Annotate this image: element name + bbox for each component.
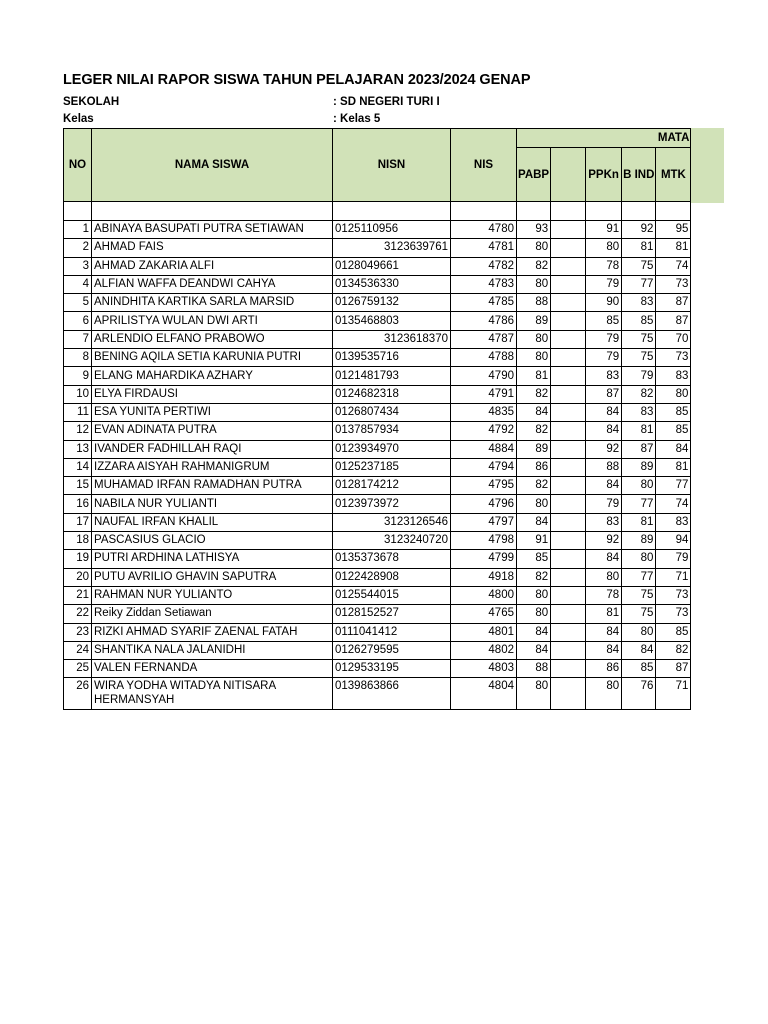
cell-nisn: 3123639761 bbox=[333, 239, 451, 257]
cell-bind: 80 bbox=[622, 550, 656, 568]
cell-mtk: 85 bbox=[656, 623, 691, 641]
cell-ppkn: 92 bbox=[586, 440, 622, 458]
school-value: : SD NEGERI TURI I bbox=[333, 96, 440, 108]
cell-mtk: 87 bbox=[656, 294, 691, 312]
cell-mtk: 82 bbox=[656, 641, 691, 659]
cell-nisn: 0128174212 bbox=[333, 477, 451, 495]
cell-no: 22 bbox=[64, 605, 92, 623]
column-header-name: NAMA SISWA bbox=[92, 129, 333, 202]
cell-no: 7 bbox=[64, 330, 92, 348]
cell-name: AHMAD FAIS bbox=[92, 239, 333, 257]
cell-nisn: 0122428908 bbox=[333, 568, 451, 586]
cell-blank bbox=[551, 477, 586, 495]
header-extension bbox=[690, 128, 724, 203]
cell-bind: 75 bbox=[622, 605, 656, 623]
cell-no: 16 bbox=[64, 495, 92, 513]
cell-nis: 4800 bbox=[451, 586, 517, 604]
cell-blank bbox=[551, 422, 586, 440]
table-row bbox=[64, 550, 691, 568]
cell-nisn: 0135468803 bbox=[333, 312, 451, 330]
cell-nisn: 0124682318 bbox=[333, 385, 451, 403]
cell-no: 25 bbox=[64, 660, 92, 678]
cell-blank bbox=[551, 294, 586, 312]
page-title: LEGER NILAI RAPOR SISWA TAHUN PELAJARAN 2023/2024 GENAP bbox=[63, 72, 531, 88]
cell-nis: 4781 bbox=[451, 239, 517, 257]
table-row bbox=[64, 239, 691, 257]
cell-nisn: 0129533195 bbox=[333, 660, 451, 678]
cell-ppkn: 78 bbox=[586, 257, 622, 275]
cell-name: VALEN FERNANDA bbox=[92, 660, 333, 678]
cell-ppkn: 86 bbox=[586, 660, 622, 678]
cell-name: PASCASIUS GLACIO bbox=[92, 532, 333, 550]
table-row bbox=[64, 221, 691, 239]
cell-bind: 76 bbox=[622, 678, 656, 710]
column-header-mtk: MTK bbox=[656, 148, 691, 202]
cell-name: ABINAYA BASUPATI PUTRA SETIAWAN bbox=[92, 221, 333, 239]
cell-name: SHANTIKA NALA JALANIDHI bbox=[92, 641, 333, 659]
cell-blank bbox=[551, 586, 586, 604]
cell-ppkn: 78 bbox=[586, 586, 622, 604]
cell-nisn: 0123973972 bbox=[333, 495, 451, 513]
header-spacer bbox=[622, 202, 656, 221]
cell-no: 1 bbox=[64, 221, 92, 239]
cell-pabp: 82 bbox=[517, 477, 551, 495]
cell-bind: 87 bbox=[622, 440, 656, 458]
cell-no: 14 bbox=[64, 458, 92, 476]
cell-no: 4 bbox=[64, 275, 92, 293]
subject-group-header: MATA bbox=[517, 129, 691, 148]
cell-nis: 4918 bbox=[451, 568, 517, 586]
cell-bind: 77 bbox=[622, 275, 656, 293]
cell-mtk: 74 bbox=[656, 257, 691, 275]
cell-blank bbox=[551, 257, 586, 275]
cell-pabp: 80 bbox=[517, 275, 551, 293]
table-row bbox=[64, 623, 691, 641]
cell-name: PUTRI ARDHINA LATHISYA bbox=[92, 550, 333, 568]
cell-pabp: 89 bbox=[517, 312, 551, 330]
cell-mtk: 77 bbox=[656, 477, 691, 495]
header-spacer bbox=[64, 202, 92, 221]
table-row bbox=[64, 349, 691, 367]
cell-pabp: 80 bbox=[517, 495, 551, 513]
cell-blank bbox=[551, 367, 586, 385]
cell-nis: 4802 bbox=[451, 641, 517, 659]
cell-pabp: 88 bbox=[517, 660, 551, 678]
cell-nis: 4791 bbox=[451, 385, 517, 403]
cell-pabp: 80 bbox=[517, 239, 551, 257]
cell-name: NABILA NUR YULIANTI bbox=[92, 495, 333, 513]
cell-bind: 80 bbox=[622, 477, 656, 495]
cell-nisn: 0126759132 bbox=[333, 294, 451, 312]
table-row bbox=[64, 440, 691, 458]
cell-nis: 4804 bbox=[451, 678, 517, 710]
cell-mtk: 85 bbox=[656, 422, 691, 440]
cell-nisn: 3123240720 bbox=[333, 532, 451, 550]
cell-ppkn: 91 bbox=[586, 221, 622, 239]
cell-name: RIZKI AHMAD SYARIF ZAENAL FATAH bbox=[92, 623, 333, 641]
cell-name: RAHMAN NUR YULIANTO bbox=[92, 586, 333, 604]
cell-no: 5 bbox=[64, 294, 92, 312]
cell-ppkn: 90 bbox=[586, 294, 622, 312]
cell-blank bbox=[551, 550, 586, 568]
cell-no: 6 bbox=[64, 312, 92, 330]
table-row bbox=[64, 641, 691, 659]
cell-pabp: 84 bbox=[517, 513, 551, 531]
cell-nisn: 0126807434 bbox=[333, 403, 451, 421]
cell-blank bbox=[551, 605, 586, 623]
cell-no: 11 bbox=[64, 403, 92, 421]
cell-ppkn: 83 bbox=[586, 513, 622, 531]
cell-blank bbox=[551, 440, 586, 458]
cell-bind: 81 bbox=[622, 422, 656, 440]
cell-bind: 75 bbox=[622, 349, 656, 367]
cell-name: NAUFAL IRFAN KHALIL bbox=[92, 513, 333, 531]
cell-mtk: 79 bbox=[656, 550, 691, 568]
cell-mtk: 74 bbox=[656, 495, 691, 513]
cell-name: AHMAD ZAKARIA ALFI bbox=[92, 257, 333, 275]
cell-mtk: 80 bbox=[656, 385, 691, 403]
cell-name: APRILISTYA WULAN DWI ARTI bbox=[92, 312, 333, 330]
cell-nis: 4785 bbox=[451, 294, 517, 312]
cell-ppkn: 84 bbox=[586, 641, 622, 659]
table-row bbox=[64, 403, 691, 421]
cell-pabp: 88 bbox=[517, 294, 551, 312]
cell-nis: 4798 bbox=[451, 532, 517, 550]
cell-bind: 75 bbox=[622, 586, 656, 604]
cell-ppkn: 80 bbox=[586, 568, 622, 586]
cell-mtk: 71 bbox=[656, 568, 691, 586]
cell-no: 24 bbox=[64, 641, 92, 659]
cell-nisn: 0111041412 bbox=[333, 623, 451, 641]
cell-mtk: 87 bbox=[656, 312, 691, 330]
cell-pabp: 86 bbox=[517, 458, 551, 476]
cell-nisn: 0139863866 bbox=[333, 678, 451, 710]
cell-ppkn: 81 bbox=[586, 605, 622, 623]
cell-ppkn: 79 bbox=[586, 495, 622, 513]
cell-nis: 4765 bbox=[451, 605, 517, 623]
cell-mtk: 73 bbox=[656, 275, 691, 293]
school-label: SEKOLAH bbox=[63, 96, 120, 108]
cell-name: ANINDHITA KARTIKA SARLA MARSID bbox=[92, 294, 333, 312]
grades-table bbox=[63, 128, 691, 710]
table-row bbox=[64, 660, 691, 678]
cell-nisn: 0134536330 bbox=[333, 275, 451, 293]
cell-bind: 85 bbox=[622, 660, 656, 678]
cell-name: ESA YUNITA PERTIWI bbox=[92, 403, 333, 421]
cell-bind: 75 bbox=[622, 257, 656, 275]
cell-nisn: 0135373678 bbox=[333, 550, 451, 568]
cell-bind: 81 bbox=[622, 239, 656, 257]
cell-bind: 75 bbox=[622, 330, 656, 348]
cell-name: BENING AQILA SETIA KARUNIA PUTRI bbox=[92, 349, 333, 367]
cell-no: 13 bbox=[64, 440, 92, 458]
cell-no: 3 bbox=[64, 257, 92, 275]
cell-ppkn: 84 bbox=[586, 422, 622, 440]
cell-mtk: 94 bbox=[656, 532, 691, 550]
cell-no: 19 bbox=[64, 550, 92, 568]
cell-bind: 89 bbox=[622, 458, 656, 476]
cell-blank bbox=[551, 330, 586, 348]
cell-ppkn: 88 bbox=[586, 458, 622, 476]
cell-mtk: 83 bbox=[656, 367, 691, 385]
cell-nis: 4790 bbox=[451, 367, 517, 385]
table-row bbox=[64, 678, 691, 710]
cell-bind: 77 bbox=[622, 568, 656, 586]
cell-blank bbox=[551, 458, 586, 476]
cell-pabp: 84 bbox=[517, 403, 551, 421]
cell-nis: 4884 bbox=[451, 440, 517, 458]
table-row bbox=[64, 586, 691, 604]
cell-no: 20 bbox=[64, 568, 92, 586]
cell-blank bbox=[551, 385, 586, 403]
table-row bbox=[64, 422, 691, 440]
cell-ppkn: 84 bbox=[586, 403, 622, 421]
cell-pabp: 80 bbox=[517, 678, 551, 710]
cell-pabp: 82 bbox=[517, 422, 551, 440]
header-spacer bbox=[451, 202, 517, 221]
cell-name: ELANG MAHARDIKA AZHARY bbox=[92, 367, 333, 385]
header-spacer bbox=[551, 202, 586, 221]
cell-blank bbox=[551, 312, 586, 330]
table-row bbox=[64, 367, 691, 385]
cell-bind: 92 bbox=[622, 221, 656, 239]
column-header-ppkn: PPKn bbox=[586, 148, 622, 202]
cell-no: 8 bbox=[64, 349, 92, 367]
cell-blank bbox=[551, 568, 586, 586]
cell-mtk: 95 bbox=[656, 221, 691, 239]
cell-pabp: 82 bbox=[517, 257, 551, 275]
cell-name: IZZARA AISYAH RAHMANIGRUM bbox=[92, 458, 333, 476]
cell-pabp: 84 bbox=[517, 641, 551, 659]
cell-nis: 4835 bbox=[451, 403, 517, 421]
cell-nisn: 3123618370 bbox=[333, 330, 451, 348]
table-row bbox=[64, 257, 691, 275]
column-header-nisn: NISN bbox=[333, 129, 451, 202]
column-header-no: NO bbox=[64, 129, 92, 202]
cell-no: 15 bbox=[64, 477, 92, 495]
cell-bind: 83 bbox=[622, 403, 656, 421]
cell-ppkn: 92 bbox=[586, 532, 622, 550]
cell-blank bbox=[551, 660, 586, 678]
cell-name: PUTU AVRILIO GHAVIN SAPUTRA bbox=[92, 568, 333, 586]
column-header-bind: B IND bbox=[622, 148, 656, 202]
cell-nis: 4787 bbox=[451, 330, 517, 348]
table-row bbox=[64, 294, 691, 312]
cell-ppkn: 84 bbox=[586, 477, 622, 495]
cell-mtk: 73 bbox=[656, 605, 691, 623]
cell-pabp: 81 bbox=[517, 367, 551, 385]
cell-ppkn: 87 bbox=[586, 385, 622, 403]
table-row bbox=[64, 513, 691, 531]
table-row bbox=[64, 568, 691, 586]
cell-ppkn: 79 bbox=[586, 330, 622, 348]
cell-mtk: 84 bbox=[656, 440, 691, 458]
cell-mtk: 81 bbox=[656, 458, 691, 476]
cell-blank bbox=[551, 403, 586, 421]
header-spacer bbox=[656, 202, 691, 221]
cell-blank bbox=[551, 275, 586, 293]
cell-pabp: 80 bbox=[517, 330, 551, 348]
cell-nisn: 0137857934 bbox=[333, 422, 451, 440]
cell-blank bbox=[551, 532, 586, 550]
cell-mtk: 81 bbox=[656, 239, 691, 257]
cell-bind: 84 bbox=[622, 641, 656, 659]
cell-ppkn: 84 bbox=[586, 550, 622, 568]
cell-no: 10 bbox=[64, 385, 92, 403]
cell-nis: 4794 bbox=[451, 458, 517, 476]
cell-no: 21 bbox=[64, 586, 92, 604]
cell-pabp: 89 bbox=[517, 440, 551, 458]
cell-nisn: 0128152527 bbox=[333, 605, 451, 623]
column-header-nis: NIS bbox=[451, 129, 517, 202]
cell-ppkn: 83 bbox=[586, 367, 622, 385]
cell-ppkn: 85 bbox=[586, 312, 622, 330]
cell-name: ARLENDIO ELFANO PRABOWO bbox=[92, 330, 333, 348]
cell-name: ELYA FIRDAUSI bbox=[92, 385, 333, 403]
cell-nisn: 0126279595 bbox=[333, 641, 451, 659]
table-body bbox=[64, 221, 691, 710]
cell-name: MUHAMAD IRFAN RAMADHAN PUTRA bbox=[92, 477, 333, 495]
cell-nisn: 0128049661 bbox=[333, 257, 451, 275]
table-row bbox=[64, 477, 691, 495]
cell-no: 12 bbox=[64, 422, 92, 440]
cell-nisn: 0121481793 bbox=[333, 367, 451, 385]
cell-blank bbox=[551, 221, 586, 239]
cell-ppkn: 84 bbox=[586, 623, 622, 641]
cell-nisn: 0125110956 bbox=[333, 221, 451, 239]
header-spacer bbox=[586, 202, 622, 221]
header-spacer bbox=[92, 202, 333, 221]
cell-pabp: 84 bbox=[517, 623, 551, 641]
table-row bbox=[64, 495, 691, 513]
header-spacer bbox=[333, 202, 451, 221]
cell-blank bbox=[551, 513, 586, 531]
cell-ppkn: 79 bbox=[586, 275, 622, 293]
cell-nis: 4786 bbox=[451, 312, 517, 330]
column-header-pabp: PABP bbox=[517, 148, 551, 202]
cell-nis: 4797 bbox=[451, 513, 517, 531]
cell-bind: 89 bbox=[622, 532, 656, 550]
cell-name: EVAN ADINATA PUTRA bbox=[92, 422, 333, 440]
cell-bind: 80 bbox=[622, 623, 656, 641]
cell-mtk: 73 bbox=[656, 349, 691, 367]
cell-nis: 4782 bbox=[451, 257, 517, 275]
table-row bbox=[64, 330, 691, 348]
cell-pabp: 82 bbox=[517, 568, 551, 586]
table-row bbox=[64, 458, 691, 476]
cell-no: 17 bbox=[64, 513, 92, 531]
cell-nis: 4792 bbox=[451, 422, 517, 440]
cell-pabp: 80 bbox=[517, 586, 551, 604]
cell-bind: 83 bbox=[622, 294, 656, 312]
cell-ppkn: 80 bbox=[586, 239, 622, 257]
cell-bind: 77 bbox=[622, 495, 656, 513]
cell-mtk: 87 bbox=[656, 660, 691, 678]
cell-blank bbox=[551, 641, 586, 659]
cell-nis: 4795 bbox=[451, 477, 517, 495]
cell-nis: 4796 bbox=[451, 495, 517, 513]
cell-blank bbox=[551, 239, 586, 257]
header-spacer bbox=[517, 202, 551, 221]
cell-nisn: 0125237185 bbox=[333, 458, 451, 476]
cell-pabp: 91 bbox=[517, 532, 551, 550]
table-row bbox=[64, 275, 691, 293]
cell-mtk: 85 bbox=[656, 403, 691, 421]
cell-bind: 85 bbox=[622, 312, 656, 330]
table-row bbox=[64, 312, 691, 330]
cell-name: Reiky Ziddan Setiawan bbox=[92, 605, 333, 623]
cell-blank bbox=[551, 623, 586, 641]
cell-name: WIRA YODHA WITADYA NITISARA HERMANSYAH bbox=[92, 678, 333, 710]
cell-blank bbox=[551, 678, 586, 710]
cell-mtk: 83 bbox=[656, 513, 691, 531]
cell-pabp: 93 bbox=[517, 221, 551, 239]
cell-pabp: 80 bbox=[517, 605, 551, 623]
cell-mtk: 71 bbox=[656, 678, 691, 710]
cell-no: 18 bbox=[64, 532, 92, 550]
cell-ppkn: 79 bbox=[586, 349, 622, 367]
cell-blank bbox=[551, 495, 586, 513]
cell-nis: 4780 bbox=[451, 221, 517, 239]
cell-pabp: 82 bbox=[517, 385, 551, 403]
cell-bind: 81 bbox=[622, 513, 656, 531]
cell-nis: 4801 bbox=[451, 623, 517, 641]
class-label: Kelas bbox=[63, 113, 94, 125]
cell-name: ALFIAN WAFFA DEANDWI CAHYA bbox=[92, 275, 333, 293]
cell-nisn: 0123934970 bbox=[333, 440, 451, 458]
cell-pabp: 85 bbox=[517, 550, 551, 568]
class-value: : Kelas 5 bbox=[333, 113, 381, 125]
table-row bbox=[64, 532, 691, 550]
cell-nisn: 0139535716 bbox=[333, 349, 451, 367]
cell-nisn: 0125544015 bbox=[333, 586, 451, 604]
table-row bbox=[64, 385, 691, 403]
cell-no: 9 bbox=[64, 367, 92, 385]
cell-nisn: 3123126546 bbox=[333, 513, 451, 531]
cell-no: 23 bbox=[64, 623, 92, 641]
cell-ppkn: 80 bbox=[586, 678, 622, 710]
cell-mtk: 73 bbox=[656, 586, 691, 604]
cell-name: IVANDER FADHILLAH RAQI bbox=[92, 440, 333, 458]
cell-blank bbox=[551, 349, 586, 367]
cell-nis: 4799 bbox=[451, 550, 517, 568]
column-header-blank bbox=[551, 148, 586, 202]
cell-no: 2 bbox=[64, 239, 92, 257]
cell-bind: 82 bbox=[622, 385, 656, 403]
cell-mtk: 70 bbox=[656, 330, 691, 348]
cell-nis: 4788 bbox=[451, 349, 517, 367]
cell-no: 26 bbox=[64, 678, 92, 710]
cell-bind: 79 bbox=[622, 367, 656, 385]
cell-pabp: 80 bbox=[517, 349, 551, 367]
table-row bbox=[64, 605, 691, 623]
cell-nis: 4783 bbox=[451, 275, 517, 293]
cell-nis: 4803 bbox=[451, 660, 517, 678]
